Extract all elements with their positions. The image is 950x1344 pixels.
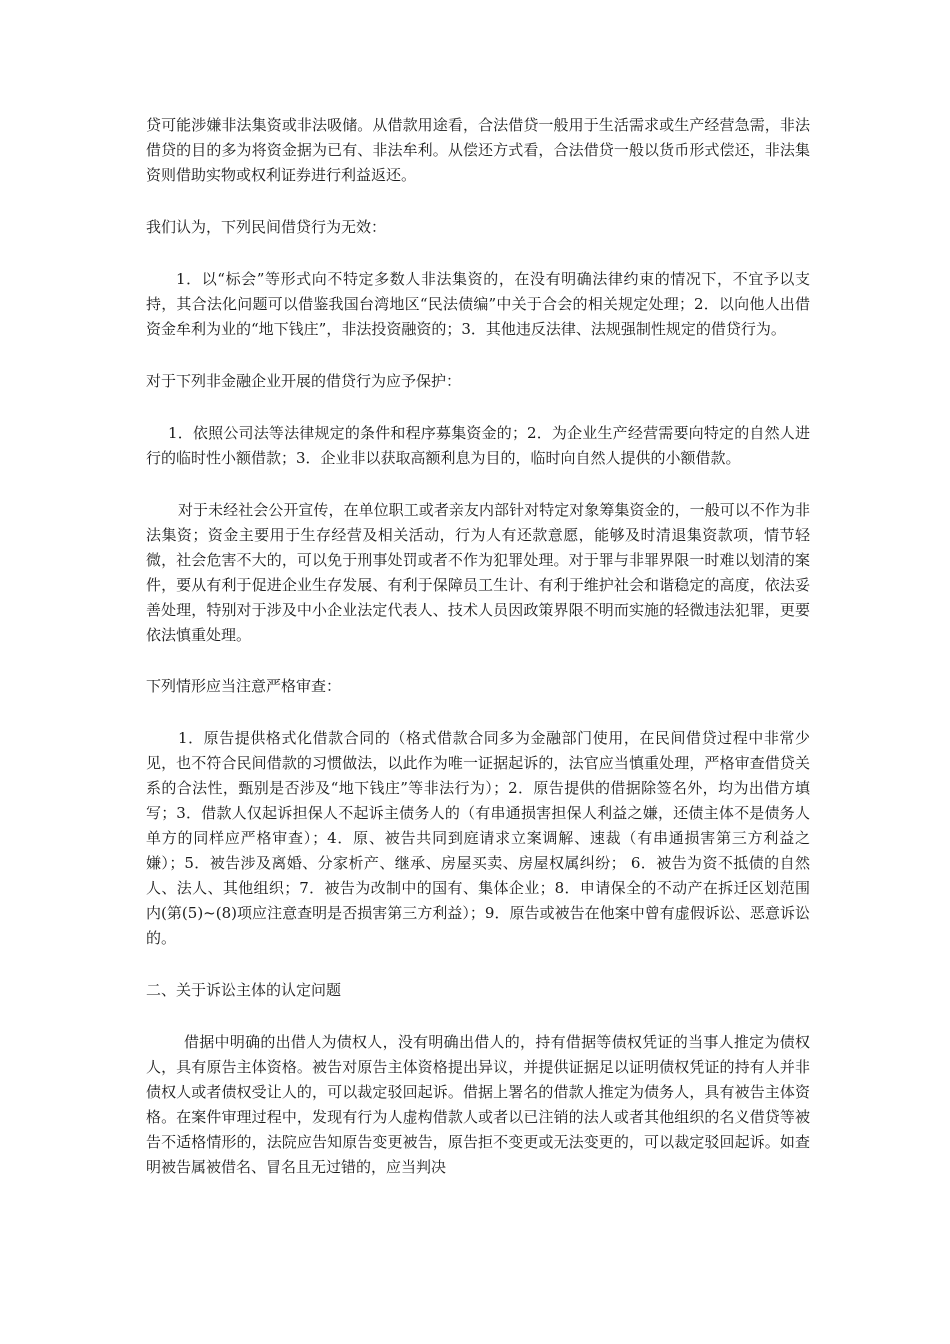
paragraph-strict-review-list: 1．原告提供格式化借款合同的（格式借款合同多为金融部门使用，在民间借贷过程中非常少见，也不符合民间借款的习惯做法，以此作为唯一证据起诉的，法官应当慎重处理，严格审查借贷关系的合法性，甄别是否涉及“地下钱庄”等非法行为）；2．原告提供的借据除签名外，均为出借方填写；3．借款人仅起诉担保人不起诉主债务人的（有串通损害担保人利益之嫌，还债主体不是债务人单方的同样应严格审查）；4．原、被告共同到庭请求立案调解、速裁（有串通损害第三方利益之嫌）；5．被告涉及离婚、分家析产、继承、房屋买卖、房屋权属纠纷； 6．被告为资不抵债的自然人、法人、其他组织；7．被告为改制中的国有、集体企业；8．申请保全的不动产在拆迁区划范围内(第(5)~(8)项应注意查明是否损害第三方利益）；9．原告或被告在他案中曾有虚假诉讼、恶意诉讼的。 xyxy=(146,729,810,947)
document-body xyxy=(146,113,810,1180)
paragraph-protected-lending-intro: 对于下列非金融企业开展的借贷行为应予保护： xyxy=(146,372,462,390)
paragraph-strict-review-intro: 下列情形应当注意严格审查： xyxy=(146,677,342,695)
paragraph-invalid-lending-list: 1．以“标会”等形式向不特定多数人非法集资的，在没有明确法律约束的情况下，不宜予以支持，其合法化问题可以借鉴我国台湾地区“民法债编”中关于合会的相关规定处理；2．以向他人出借资金牟利为业的“地下钱庄”，非法投资融资的；3．其他违反法律、法规强制性规定的借贷行为。 xyxy=(146,270,810,338)
paragraph-creditor-debtor-determination: 借据中明确的出借人为债权人，没有明确出借人的，持有借据等债权凭证的当事人推定为债权人，具有原告主体资格。被告对原告主体资格提出异议，并提供证据足以证明债权凭证的持有人并非债权人或者债权受让人的，可以裁定驳回起诉。借据上署名的借款人推定为债务人，具有被告主体资格。在案件审理过程中，发现有行为人虚构借款人或者以已注销的法人或者其他组织的名义借贷等被告不适格情形的，法院应告知原告变更被告，原告拒不变更或无法变更的，可以裁定驳回起诉。如查明被告属被借名、冒名且无过错的，应当判决 xyxy=(146,1033,810,1176)
paragraph-internal-fundraising: 对于未经社会公开宣传，在单位职工或者亲友内部针对特定对象筹集资金的，一般可以不作为非法集资；资金主要用于生存经营及相关活动，行为人有还款意愿，能够及时清退集资款项，情节轻微，社会危害不大的，可以免于刑事处罚或者不作为犯罪处理。对于罪与非罪界限一时难以划清的案件，要从有利于促进企业生存发展、有利于保障员工生计、有利于维护社会和谐稳定的高度，依法妥善处理，特别对于涉及中小企业法定代表人、技术人员因政策界限不明而实施的轻微违法犯罪，更要依法慎重处理。 xyxy=(146,501,810,644)
section-heading-litigation-subject: 二、关于诉讼主体的认定问题 xyxy=(146,981,342,999)
paragraph-legal-vs-illegal-lending: 贷可能涉嫌非法集资或非法吸储。从借款用途看，合法借贷一般用于生活需求或生产经营急需，非法借贷的目的多为将资金据为已有、非法牟利。从偿还方式看，合法借贷一般以货币形式偿还，非法集资则借助实物或权利证券进行利益返还。 xyxy=(146,116,810,184)
paragraph-protected-lending-list: 1．依照公司法等法律规定的条件和程序募集资金的；2．为企业生产经营需要向特定的自然人进行的临时性小额借款；3．企业非以获取高额利息为目的，临时向自然人提供的小额借款。 xyxy=(146,424,810,467)
paragraph-invalid-lending-intro: 我们认为，下列民间借贷行为无效： xyxy=(146,218,387,236)
